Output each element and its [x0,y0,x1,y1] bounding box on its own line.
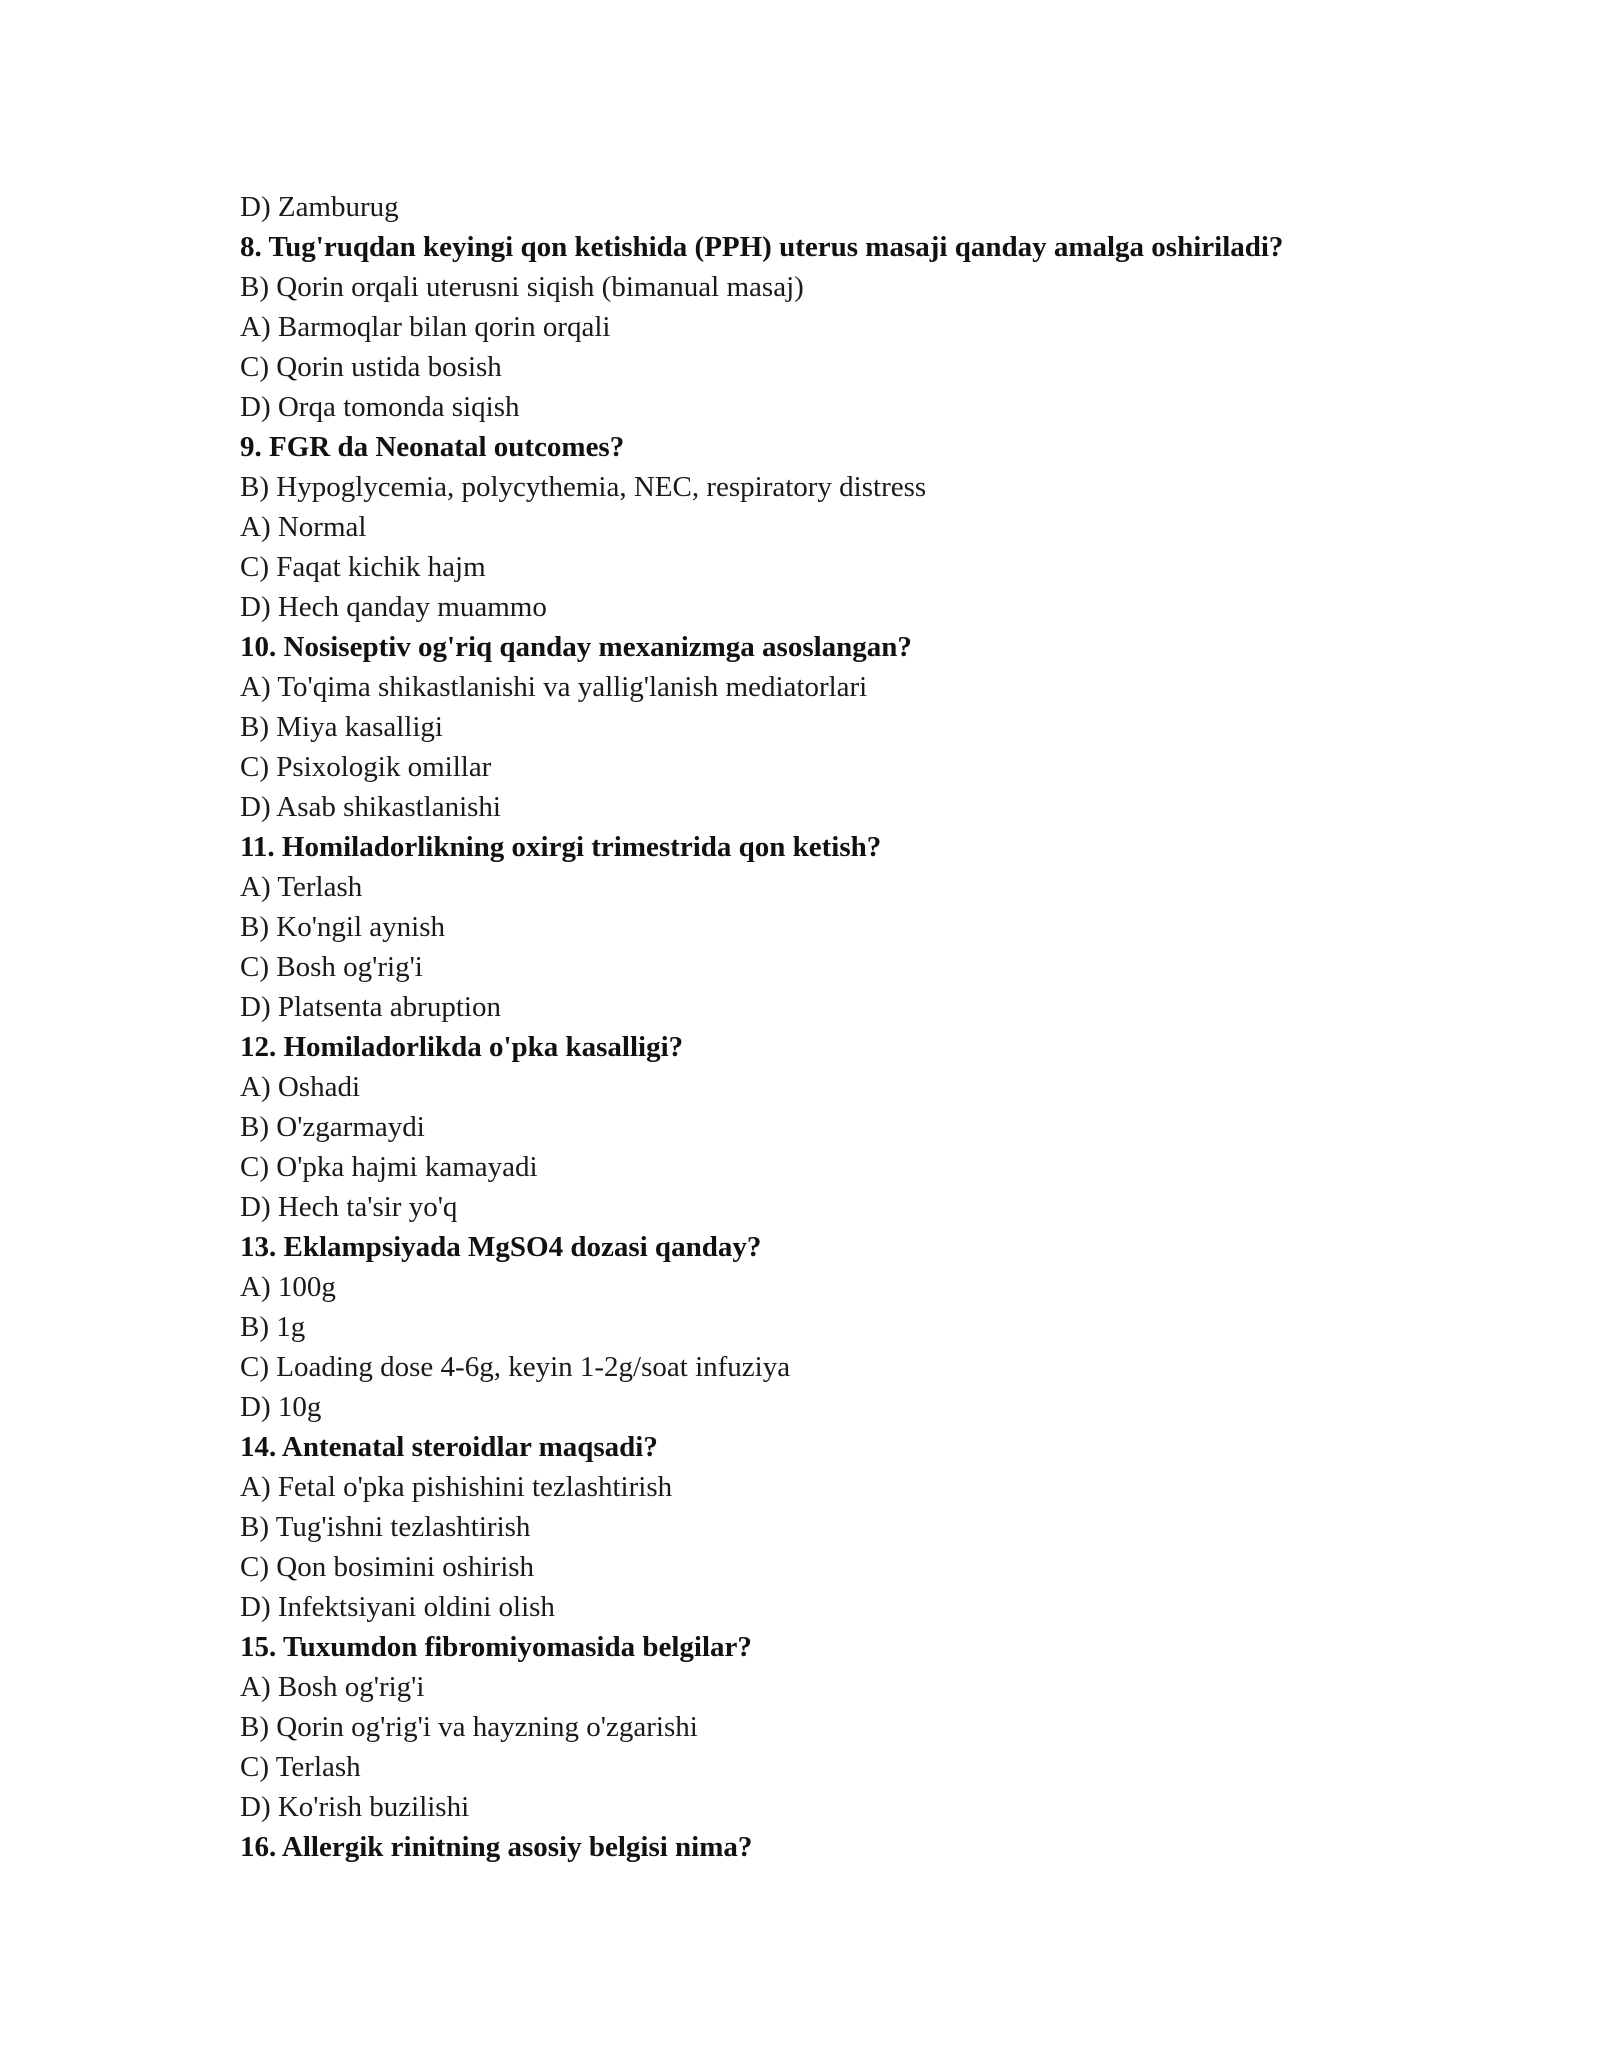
answer-option: B) Tug'ishni tezlashtirish [240,1511,531,1543]
question-text: 10. Nosiseptiv og'riq qanday mexanizmga asoslangan? [240,631,912,663]
answer-option: C) Bosh og'rig'i [240,951,423,983]
answer-option: B) Hypoglycemia, polycythemia, NEC, respiratory distress [240,471,927,503]
answer-option: B) Qorin og'rig'i va hayzning o'zgarishi [240,1711,698,1743]
answer-option: D) Hech ta'sir yo'q [240,1191,458,1223]
answer-option: C) Terlash [240,1751,361,1783]
answer-option: B) Miya kasalligi [240,711,443,743]
answer-option: C) Psixologik omillar [240,751,492,783]
answer-option: C) Qon bosimini oshirish [240,1551,535,1583]
answer-option: B) 1g [240,1311,306,1343]
answer-option: A) Fetal o'pka pishishini tezlashtirish [240,1471,673,1503]
answer-option: D) Asab shikastlanishi [240,791,501,823]
answer-option: D) Infektsiyani oldini olish [240,1591,555,1623]
answer-option: D) Orqa tomonda siqish [240,391,520,423]
answer-option: D) Hech qanday muammo [240,591,547,623]
question-text: 8. Tug'ruqdan keyingi qon ketishida (PPH) uterus masaji qanday amalga oshiriladi? [240,231,1284,263]
question-text: 15. Tuxumdon fibromiyomasida belgilar? [240,1631,752,1663]
answer-option: D) Zamburug [240,191,399,223]
answer-option: A) Terlash [240,871,363,903]
answer-option: C) Faqat kichik hajm [240,551,486,583]
question-text: 11. Homiladorlikning oxirgi trimestrida qon ketish? [240,831,882,863]
answer-option: C) O'pka hajmi kamayadi [240,1151,538,1183]
answer-option: A) Barmoqlar bilan qorin orqali [240,311,611,343]
answer-option: A) To'qima shikastlanishi va yallig'lanish mediatorlari [240,671,868,703]
answer-option: D) 10g [240,1391,322,1423]
answer-option: D) Ko'rish buzilishi [240,1791,470,1823]
question-text: 12. Homiladorlikda o'pka kasalligi? [240,1031,684,1063]
question-text: 16. Allergik rinitning asosiy belgisi nima? [240,1831,753,1863]
answer-option: D) Platsenta abruption [240,991,501,1023]
answer-option: C) Loading dose 4-6g, keyin 1-2g/soat infuziya [240,1351,791,1383]
answer-option: B) Ko'ngil aynish [240,911,445,943]
answer-option: A) Oshadi [240,1071,361,1103]
question-text: 9. FGR da Neonatal outcomes? [240,431,625,463]
answer-option: A) Normal [240,511,367,543]
answer-option: B) Qorin orqali uterusni siqish (bimanual masaj) [240,271,804,303]
answer-option: A) 100g [240,1271,336,1303]
question-text: 13. Eklampsiyada MgSO4 dozasi qanday? [240,1231,762,1263]
question-text: 14. Antenatal steroidlar maqsadi? [240,1431,658,1463]
answer-option: C) Qorin ustida bosish [240,351,502,383]
answer-option: B) O'zgarmaydi [240,1111,425,1143]
document-content [240,187,1420,1867]
answer-option: A) Bosh og'rig'i [240,1671,425,1703]
